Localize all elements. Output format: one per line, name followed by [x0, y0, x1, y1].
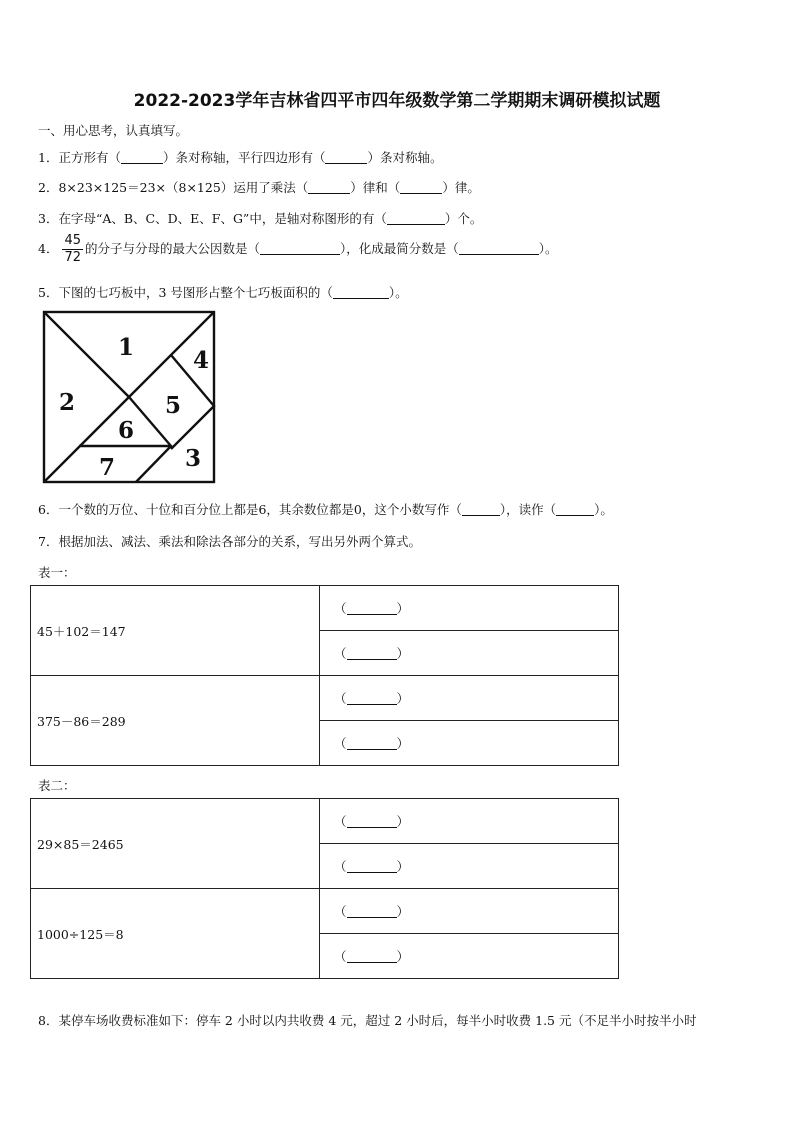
q3-blank-1[interactable] — [387, 224, 445, 225]
q2-text-b: ）律和（ — [350, 180, 401, 195]
q6-text-b: ），读作（ — [499, 502, 557, 517]
question-2 — [38, 178, 480, 196]
table-2-answer-cell[interactable] — [320, 889, 619, 934]
paren-open: （ — [334, 949, 347, 964]
table-2-answer-cell[interactable] — [320, 934, 619, 979]
q1-number: 1． — [38, 150, 59, 165]
table-2-label: 表二： — [38, 778, 76, 793]
table-1-label: 表一： — [38, 565, 76, 580]
q7-text-a: 根据加法、减法、乘法和除法各部分的关系，写出另外两个算式。 — [58, 534, 421, 549]
paren-close: ） — [396, 601, 410, 616]
paren-open: （ — [334, 736, 347, 751]
q1-text-a: 正方形有（ — [58, 150, 121, 165]
paren-open: （ — [334, 691, 347, 706]
q4-text-a: 的分子与分母的最大公因数是（ — [84, 241, 260, 256]
q6-blank-1[interactable] — [462, 515, 500, 516]
table-1-answer-cell[interactable] — [320, 631, 619, 676]
table-row — [31, 799, 619, 844]
tangram-label-5: 5 — [164, 392, 182, 419]
q4-number: 4． — [38, 241, 59, 256]
table-1 — [30, 585, 619, 766]
table-1-equation-1: 45＋102＝147 — [31, 586, 320, 676]
q2-blank-1[interactable] — [308, 193, 350, 194]
q4-blank-1[interactable] — [260, 254, 340, 255]
paren-close: ） — [396, 859, 410, 874]
paren-close: ） — [396, 736, 410, 751]
q2-blank-2[interactable] — [400, 193, 442, 194]
q5-blank-1[interactable] — [333, 298, 389, 299]
table-1-answer-cell[interactable] — [320, 586, 619, 631]
answer-blank[interactable] — [347, 917, 397, 918]
table-2-answer-cell[interactable] — [320, 799, 619, 844]
paren-close: ） — [396, 904, 410, 919]
q6-blank-2[interactable] — [556, 515, 594, 516]
table-2-equation-1: 29×85＝2465 — [31, 799, 320, 889]
paren-open: （ — [334, 601, 347, 616]
tangram-label-2: 2 — [58, 389, 76, 416]
paren-open: （ — [334, 814, 347, 829]
table-1-answer-cell[interactable] — [320, 721, 619, 766]
table-2-answer-cell[interactable] — [320, 844, 619, 889]
question-6 — [38, 500, 613, 518]
q7-number: 7． — [38, 534, 59, 549]
table-1-equation-2: 375－86＝289 — [31, 676, 320, 766]
q5-number: 5． — [38, 285, 59, 300]
answer-blank[interactable] — [347, 827, 397, 828]
question-7 — [38, 532, 421, 550]
answer-blank[interactable] — [347, 872, 397, 873]
question-4 — [38, 233, 558, 266]
q6-number: 6． — [38, 502, 59, 517]
q1-blank-2[interactable] — [325, 163, 367, 164]
q5-text-b: ）。 — [388, 285, 408, 300]
q2-text-a: 8×23×125＝23×（8×125）运用了乘法（ — [58, 180, 309, 195]
paren-close: ） — [396, 949, 410, 964]
q1-blank-1[interactable] — [121, 163, 163, 164]
tangram-line-diagonal-top — [44, 312, 129, 397]
question-8 — [38, 1011, 696, 1029]
answer-blank[interactable] — [347, 749, 397, 750]
tangram-label-3: 3 — [184, 445, 202, 472]
q4-text-c: ）。 — [538, 241, 558, 256]
answer-blank[interactable] — [347, 614, 397, 615]
q4-blank-2[interactable] — [459, 254, 539, 255]
table-2 — [30, 798, 619, 979]
table-row — [31, 676, 619, 721]
q4-fraction — [62, 233, 83, 266]
tangram-label-7: 7 — [98, 454, 116, 481]
answer-blank[interactable] — [347, 704, 397, 705]
paren-close: ） — [396, 691, 410, 706]
q4-fraction-numerator: 45 — [64, 233, 81, 248]
question-5 — [38, 283, 408, 301]
page-title: 2022-2023学年吉林省四平市四年级数学第二学期期末调研模拟试题 — [133, 91, 661, 111]
q4-text-b: ），化成最简分数是（ — [340, 241, 459, 256]
paren-close: ） — [396, 646, 410, 661]
q8-text-a: 某停车场收费标准如下：停车 2 小时以内共收费 4 元，超过 2 小时后，每半小时收费 1.5 元（不足半小时按半小时 — [58, 1013, 697, 1028]
q2-text-c: ）律。 — [442, 180, 480, 195]
q3-text-b: ）个。 — [444, 211, 483, 226]
table-1-answer-cell[interactable] — [320, 676, 619, 721]
answer-blank[interactable] — [347, 962, 397, 963]
q5-text-a: 下图的七巧板中，3 号图形占整个七巧板面积的（ — [58, 285, 333, 300]
answer-blank[interactable] — [347, 659, 397, 660]
q4-fraction-denominator: 72 — [64, 250, 81, 265]
tangram-line-piece-7 — [136, 446, 171, 482]
table-2-equation-2: 1000÷125＝8 — [31, 889, 320, 979]
paren-open: （ — [334, 646, 347, 661]
q3-number: 3． — [38, 211, 59, 226]
tangram-label-1: 1 — [117, 334, 135, 361]
question-3 — [38, 209, 482, 227]
tangram-label-4: 4 — [192, 347, 210, 374]
section-heading: 一、用心思考，认真填写。 — [38, 123, 189, 138]
q8-number: 8． — [38, 1013, 59, 1028]
q6-text-c: ）。 — [594, 502, 613, 517]
paren-open: （ — [334, 904, 347, 919]
paren-close: ） — [396, 814, 410, 829]
q1-text-c: ）条对称轴。 — [367, 150, 443, 165]
tangram-figure — [42, 310, 216, 484]
table-row — [31, 889, 619, 934]
q1-text-b: ）条对称轴，平行四边形有（ — [162, 150, 326, 165]
q2-number: 2． — [38, 180, 59, 195]
question-1 — [38, 148, 443, 166]
tangram-label-6: 6 — [117, 417, 135, 444]
table-row — [31, 586, 619, 631]
paren-open: （ — [334, 859, 347, 874]
q6-text-a: 一个数的万位、十位和百分位上都是6，其余数位都是0，这个小数写作（ — [58, 502, 462, 517]
q3-text-a: 在字母“A、B、C、D、E、F、G”中，是轴对称图形的有（ — [58, 211, 387, 226]
